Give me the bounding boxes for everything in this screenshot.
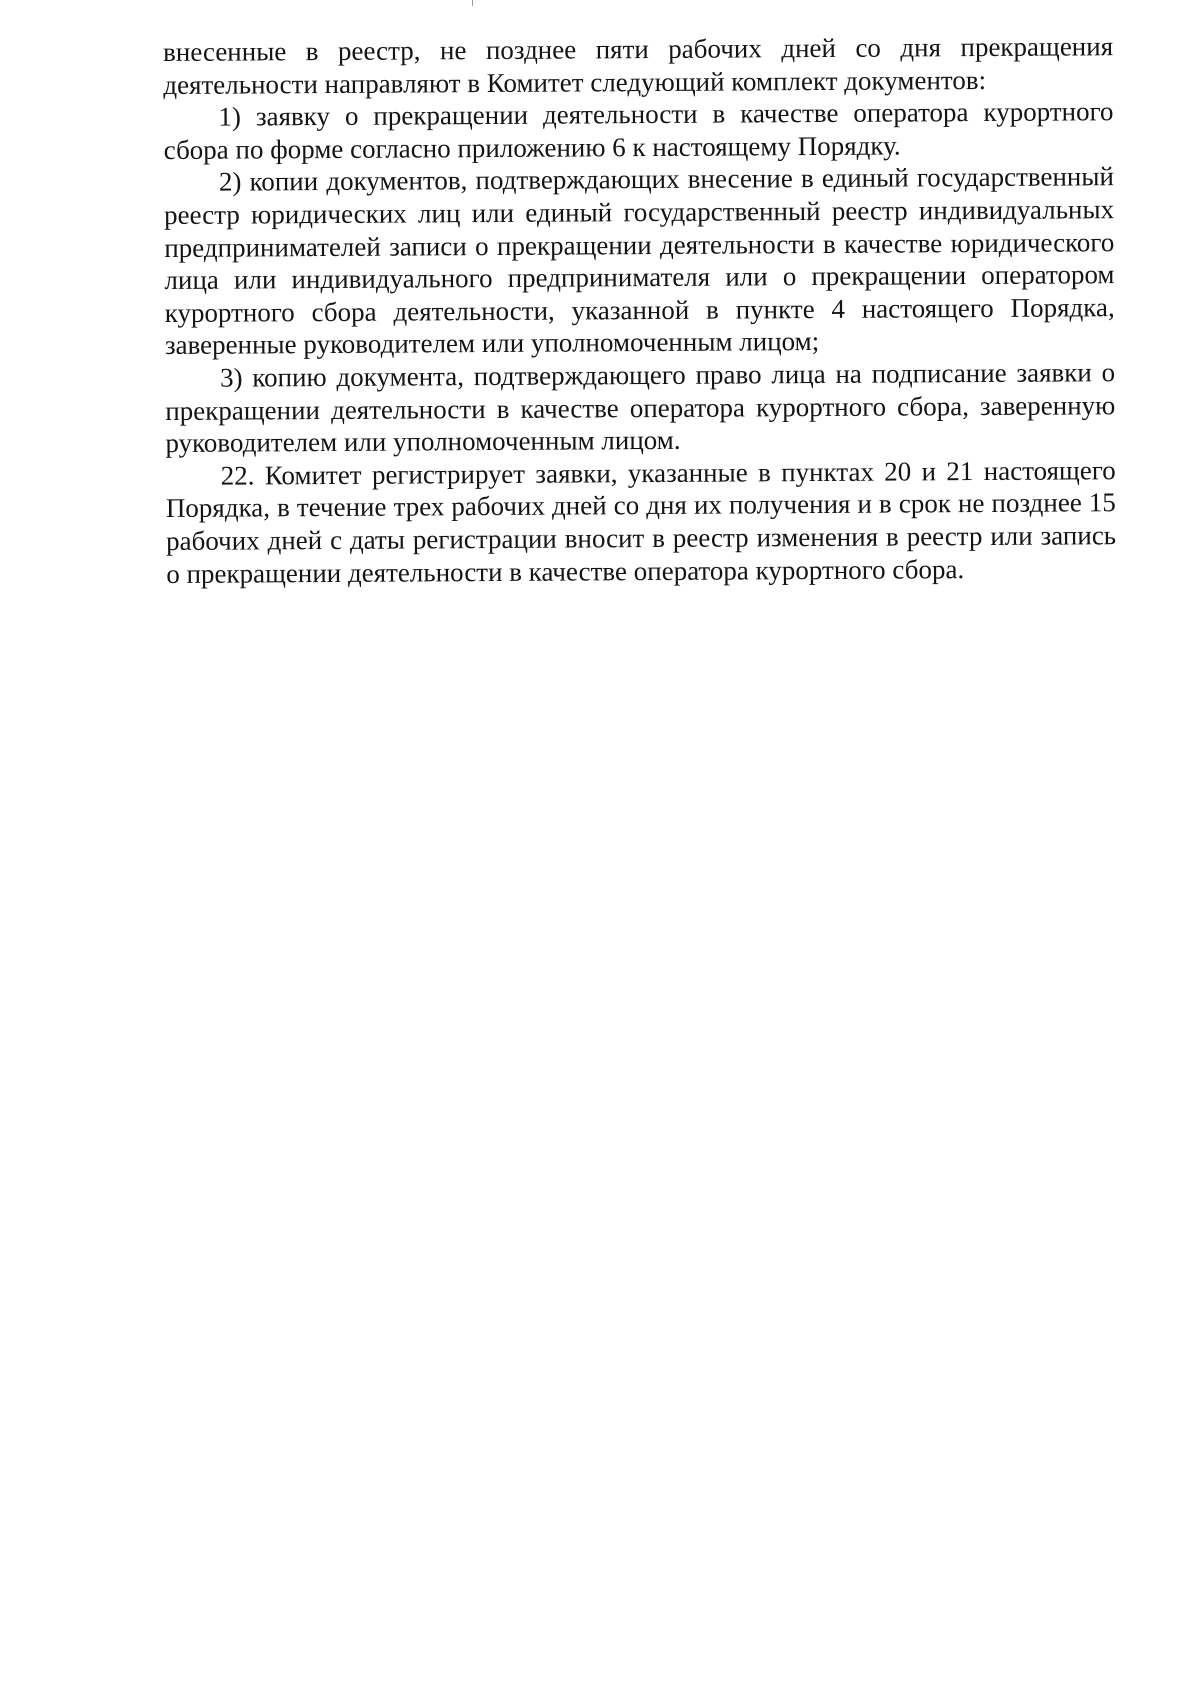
paragraph-item-1: 1) заявку о прекращении деятельности в качестве оператора курортного сбора по форме согласно приложению 6 к настоящему Порядку. (163, 96, 1114, 165)
scan-artifact-mark (472, 0, 473, 6)
paragraph-item-2: 2) копии документов, подтверждающих внесение в единый государственный реестр юридических лиц или единый государственный реестр индивидуальных предпринимателей записи о прекращении деятельности в качестве юридического лица или индивидуального предпринимателя или о прекращении оператором курортного сбора деятельности, указанной в пункте 4 настоящего Порядка, заверенные руководителем или уполномоченным лицом; (164, 161, 1115, 361)
paragraph-clause-22: 22. Комитет регистрирует заявки, указанные в пунктах 20 и 21 настоящего Порядка, в течение трех рабочих дней со дня их получения и в срок не позднее 15 рабочих дней с даты регистрации вносит в реестр изменения в реестр или запись о прекращении деятельности в качестве оператора курортного сбора. (165, 454, 1117, 589)
paragraph-continuation: внесенные в реестр, не позднее пяти рабочих дней со дня прекращения деятельности направляют в Комитет следующий комплект документов: (163, 31, 1114, 100)
document-body (163, 30, 1116, 590)
paragraph-item-3: 3) копию документа, подтверждающего право лица на подписание заявки о прекращении деятельности в качестве оператора курортного сбора, заверенную руководителем или уполномоченным лицом. (165, 357, 1116, 459)
